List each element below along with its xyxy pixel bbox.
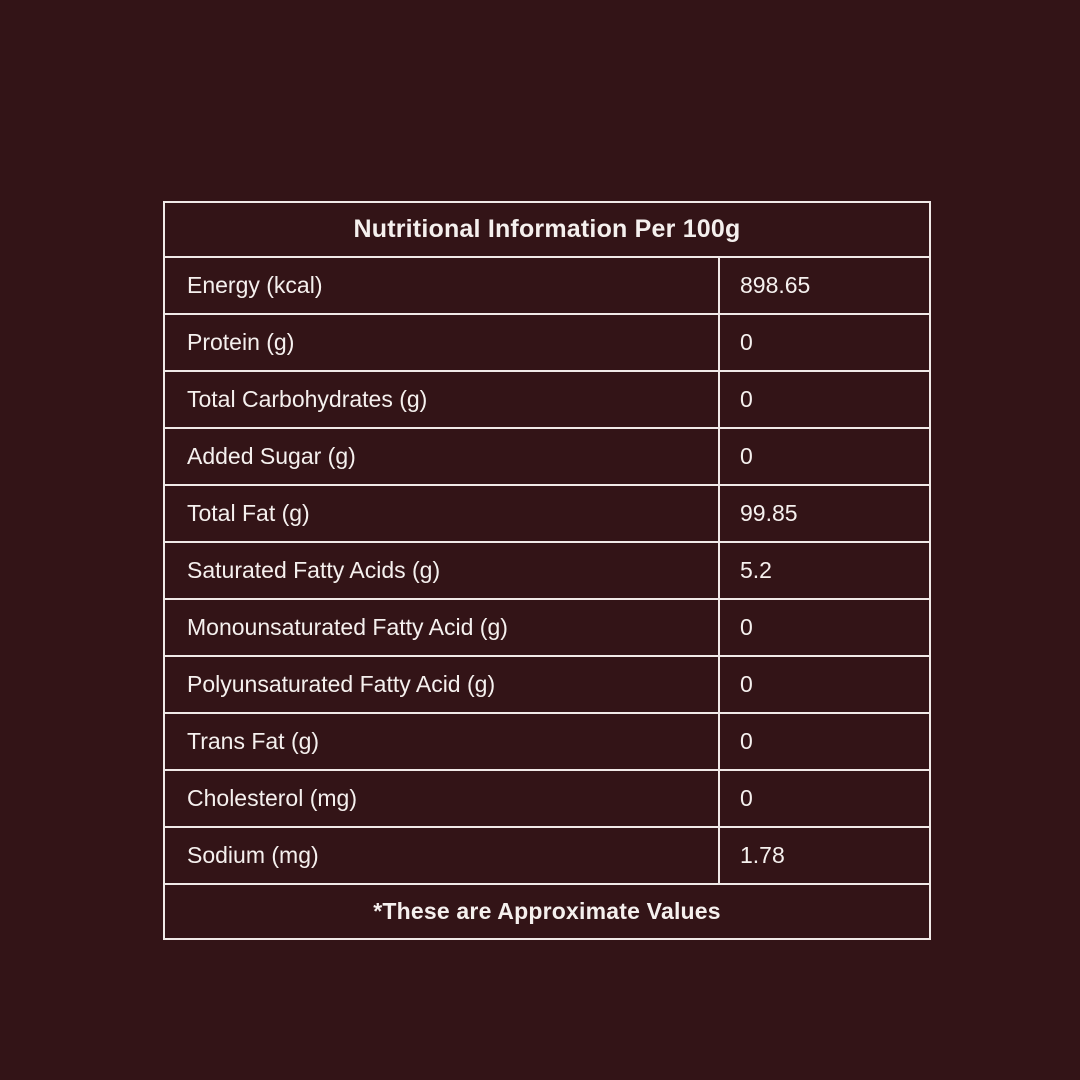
nutrient-value: 0 [740,728,753,754]
nutrient-value: 898.65 [740,272,811,298]
table-row [165,486,929,543]
nutrient-label: Saturated Fatty Acids (g) [165,543,720,598]
table-row [165,372,929,429]
nutrient-label: Total Carbohydrates (g) [165,372,720,427]
table-row [165,714,929,771]
nutrient-value: 0 [740,443,753,469]
nutrient-label: Trans Fat (g) [165,714,720,769]
nutrient-value: 0 [740,329,753,355]
table-row [165,828,929,885]
approximate-values-note: *These are Approximate Values [373,898,721,924]
nutrient-label: Polyunsaturated Fatty Acid (g) [165,657,720,712]
table-row [165,543,929,600]
nutrient-label: Total Fat (g) [165,486,720,541]
nutrient-value: 99.85 [740,500,798,526]
nutrient-value: 0 [740,785,753,811]
nutrient-value: 1.78 [740,842,785,868]
table-title: Nutritional Information Per 100g [165,203,929,258]
nutrient-value: 0 [740,614,753,640]
nutrition-table [163,201,931,940]
nutrient-label: Cholesterol (mg) [165,771,720,826]
nutrient-label: Monounsaturated Fatty Acid (g) [165,600,720,655]
nutrient-value: 0 [740,671,753,697]
table-row [165,429,929,486]
table-row [165,315,929,372]
nutrient-label: Protein (g) [165,315,720,370]
nutrient-label: Energy (kcal) [165,258,720,313]
table-row [165,258,929,315]
table-row [165,657,929,714]
nutrient-value: 5.2 [740,557,772,583]
table-row [165,771,929,828]
nutrient-value: 0 [740,386,753,412]
nutrient-label: Added Sugar (g) [165,429,720,484]
table-row [165,600,929,657]
nutrient-label: Sodium (mg) [165,828,720,883]
